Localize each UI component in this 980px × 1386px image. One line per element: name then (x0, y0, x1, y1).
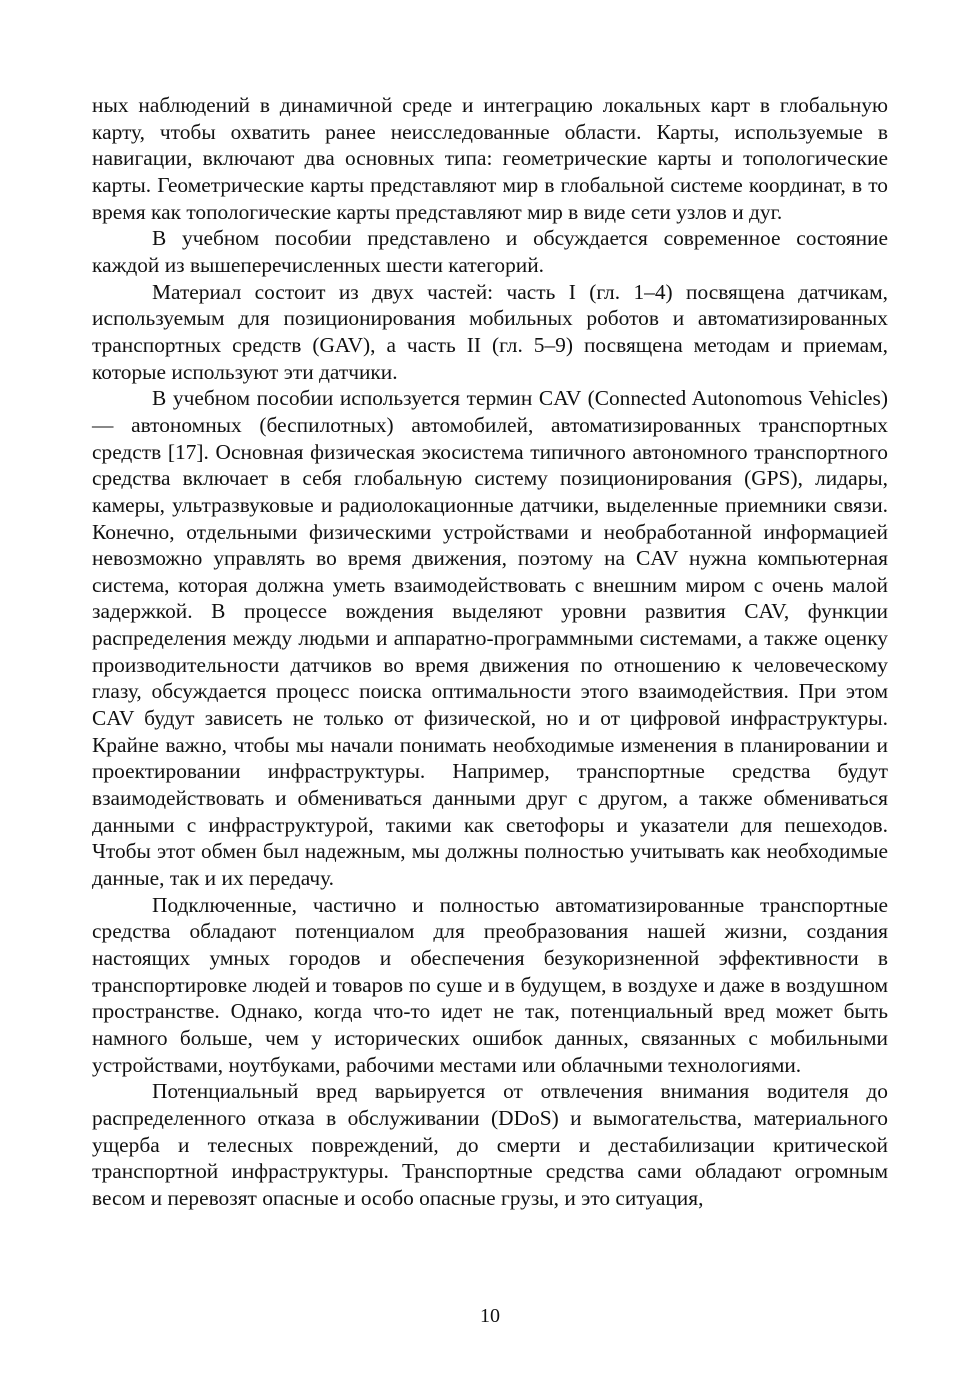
page-body (92, 92, 888, 1212)
paragraph-material-structure: Материал состоит из двух частей: часть I (гл. 1–4) посвящена датчикам, используемым для позиционирования мобильных роботов и автоматизированных транспортных средств (GAV), а часть II (гл. 5–9) посвящена методам и приемам, которые используют эти датчики. (92, 279, 888, 384)
paragraph-connected-vehicles: Подключенные, частично и полностью автоматизированные транспортные средства обладают потенциалом для преобразования нашей жизни, создания настоящих умных городов и обеспечения безукоризненной эффективности в транспортировке людей и товаров по суше и в будущем, в воздухе и даже в воздушном пространстве. Однако, когда что-то идет не так, потенциальный вред может быть намного больше, чем у исторических ошибок данных, связанных с мобильными устройствами, ноутбуками, рабочими местами или облачными технологиями. (92, 892, 888, 1077)
paragraph-cav-term: В учебном пособии используется термин CAV (Connected Autonomous Vehicles) — автономных (беспилотных) автомобилей, автоматизированных транспортных средств [17]. Основная физическая экосистема типичного автономного транспортного средства включает в себя глобальную систему позиционирования (GPS), лидары, камеры, ультразвуковые и радиолокационные датчики, выделенные приемники связи. Конечно, отдельными физическими устройствами и необработанной информацией невозможно управлять во время движения, поэтому на CAV нужна компьютерная система, которая должна уметь взаимодействовать с внешним миром с очень малой задержкой. В процессе вождения выделяют уровни развития CAV, функции распределения между людьми и аппаратно-программными системами, а также оценку производительности датчиков во время движения по отношению к человеческому глазу, обсуждается процесс поиска оптимальности этого взаимодействия. При этом CAV будут зависеть не только от физической, но и от цифровой инфраструктуры. Крайне важно, чтобы мы начали понимать необходимые изменения в планировании и проектировании инфраструктуры. Например, транспортные средства будут взаимодействовать и обмениваться данными друг с другом, а также обмениваться данными с инфраструктурой, такими как светофоры и указатели для пешеходов. Чтобы этот обмен был надежным, мы должны полностью учитывать как необходимые данные, так и их передачу. (92, 386, 888, 891)
paragraph-continuation: ных наблюдений в динамичной среде и интеграцию локальных карт в глобальную карту, чтобы охватить ранее неисследованные области. Карты, используемые в навигации, включают два основных типа: геометрические карты и топологические карты. Геометрические карты представляют мир в глобальной системе координат, в то время как топологические карты представляют мир в виде сети узлов и дуг. (92, 93, 888, 224)
paragraph-potential-harm: Потенциальный вред варьируется от отвлечения внимания водителя до распределенного отказа в обслуживании (DDoS) и вымогательства, материального ущерба и телесных повреждений, до смерти и дестабилизации критической транспортной инфраструктуры. Транспортные средства сами обладают огромным весом и перевозят опасные и особо опасные грузы, и это ситуация, (92, 1079, 888, 1210)
paragraph-tutorial-overview: В учебном пособии представлено и обсуждается современное состояние каждой из вышеперечисленных шести категорий. (92, 226, 888, 277)
page-number: 10 (480, 1305, 500, 1327)
